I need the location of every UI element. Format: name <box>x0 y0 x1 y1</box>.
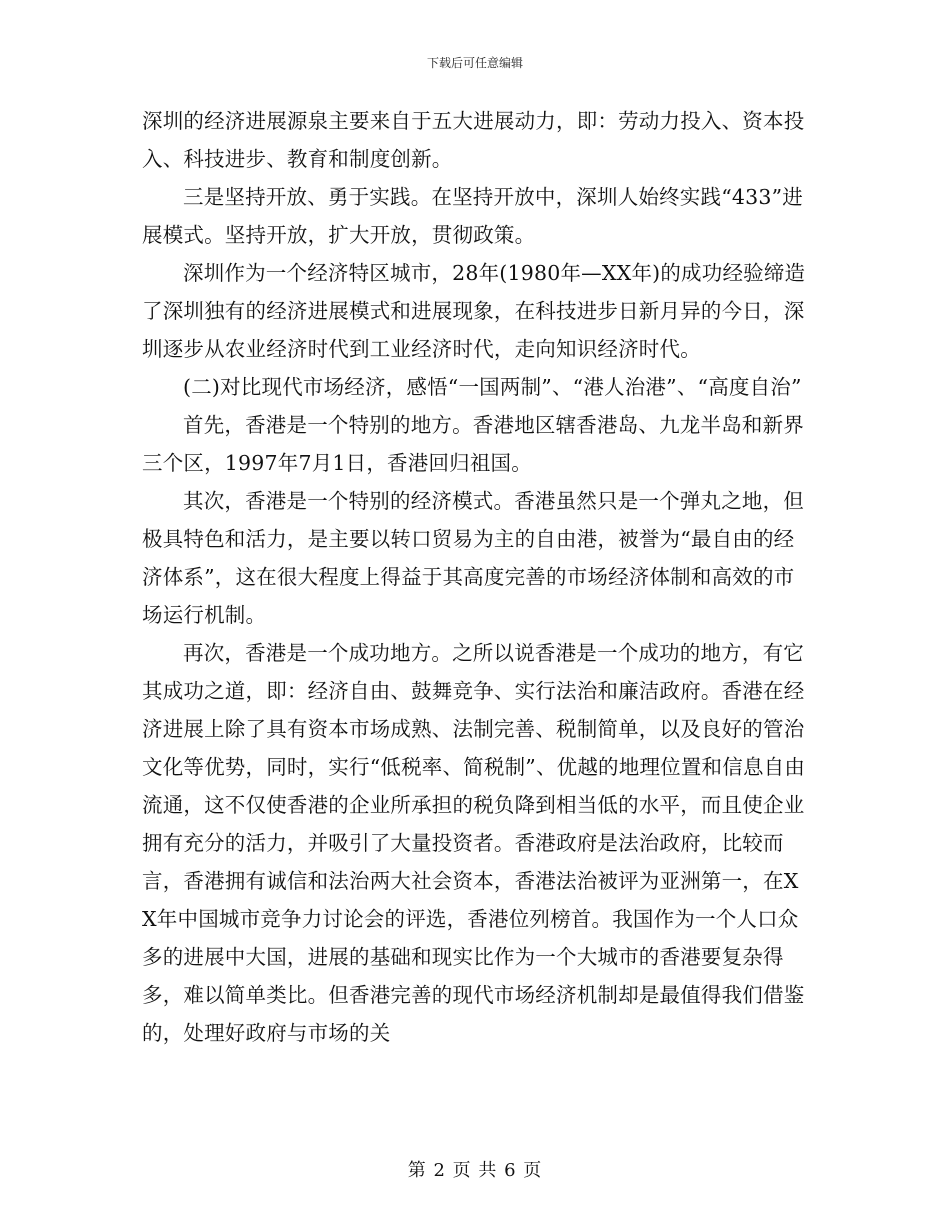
paragraph-1: 深圳的经济进展源泉主要来自于五大进展动力，即：劳动力投入、资本投入、科技进步、教育和制度创新。 <box>142 109 805 171</box>
document-body <box>142 102 812 1052</box>
paragraph-6: 其次，香港是一个特别的经济模式。香港虽然只是一个弹丸之地，但极具特色和活力，是主要以转口贸易为主的自由港，被誉为“最自由的经济体系”，这在很大程度上得益于其高度完善的市场经济体制和高效的市场运行机制。 <box>142 489 804 627</box>
paragraph-7: 再次，香港是一个成功地方。之所以说香港是一个成功的地方，有它其成功之道，即：经济自由、鼓舞竞争、实行法治和廉洁政府。香港在经济进展上除了具有资本市场成熟、法制完善、税制简单，以及良好的管治文化等优势，同时，实行“低税率、简税制”、优越的地理位置和信息自由流通，这不仅使香港的企业所承担的税负降到相当低的水平，而且使企业拥有充分的活力，并吸引了大量投资者。香港政府是法治政府，比较而言，香港拥有诚信和法治两大社会资本，香港法治被评为亚洲第一，在XX年中国城市竞争力讨论会的评选，香港位列榜首。我国作为一个人口众多的进展中大国，进展的基础和现实比作为一个大城市的香港要复杂得多，难以简单类比。但香港完善的现代市场经济机制却是最值得我们借鉴的，处理好政府与市场的关 <box>142 641 806 1045</box>
paragraph-2: 三是坚持开放、勇于实践。在坚持开放中，深圳人始终实践“433”进展模式。坚持开放，扩大开放，贯彻政策。 <box>142 185 803 247</box>
page-footer: 第 2 页 共 6 页 <box>407 1160 543 1181</box>
section-heading: (二)对比现代市场经济，感悟“一国两制”、“港人治港”、“高度自治” <box>183 375 802 399</box>
paragraph-5: 首先，香港是一个特别的地方。香港地区辖香港岛、九龙半岛和新界三个区，1997年7月1日，香港回归祖国。 <box>142 413 804 475</box>
page-header: 下载后可任意编辑 <box>426 56 523 70</box>
paragraph-3: 深圳作为一个经济特区城市，28年(1980年—XX年)的成功经验缔造了深圳独有的经济进展模式和进展现象，在科技进步日新月异的今日，深圳逐步从农业经济时代到工业经济时代，走向知识经济时代。 <box>142 261 806 361</box>
